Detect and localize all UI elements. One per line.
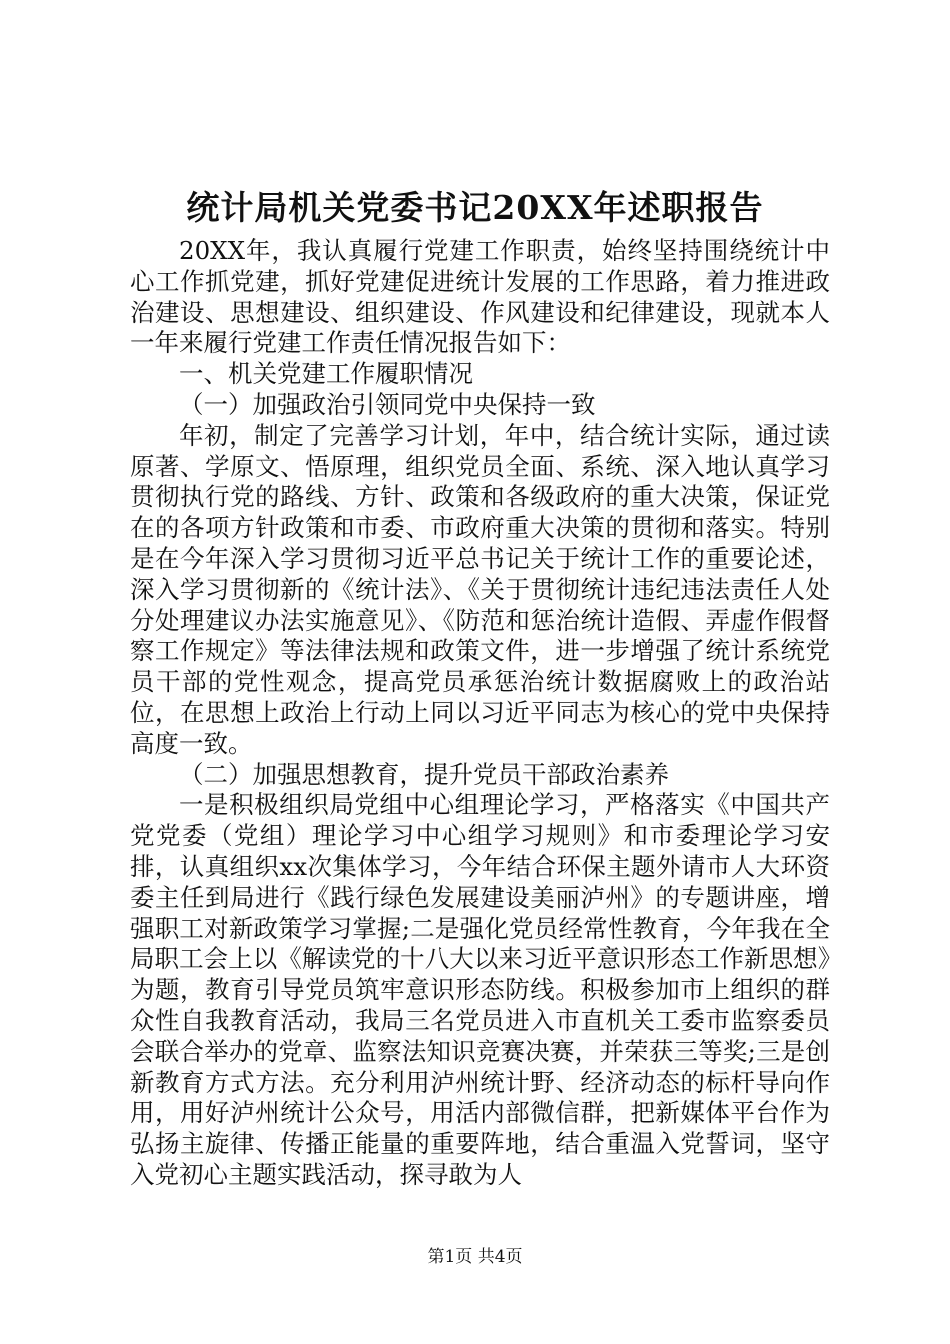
document-body [130, 236, 830, 1191]
document-title: 统计局机关党委书记20XX年述职报告 [186, 188, 764, 227]
subsection-heading-2: （二）加强思想教育，提升党员干部政治素养 [179, 759, 669, 789]
page-indicator: 第1页 共4页 [427, 1247, 523, 1267]
page-footer [0, 1246, 950, 1268]
body-paragraph-2: 一是积极组织局党组中心组理论学习，严格落实《中国共产党党委（党组）理论学习中心组学习规则》和市委理论学习安排，认真组织xx次集体学习，今年结合环保主题外请市人大环资委主任到局进行《践行绿色发展建设美丽泸州》的专题讲座，增强职工对新政策学习掌握;二是强化党员经常性教育，今年我在全局职工会上以《解读党的十八大以来习近平意识形态工作新思想》为题，教育引导党员筑牢意识形态防线。积极参加市上组织的群众性自我教育活动，我局三名党员进入市直机关工委市监察委员会联合举办的党章、监察法知识竞赛决赛，并荣获三等奖;三是创新教育方式方法。充分利用泸州统计野、经济动态的标杆导向作用，用好泸州统计公众号，用活内部微信群，把新媒体平台作为弘扬主旋律、传播正能量的重要阵地，结合重温入党誓词，坚守入党初心主题实践活动，探寻敢为人 [130, 790, 830, 1189]
subsection-heading-1: （一）加强政治引领同党中央保持一致 [179, 389, 596, 419]
section-heading-1: 一、机关党建工作履职情况 [179, 359, 473, 389]
body-paragraph-1: 年初，制定了完善学习计划，年中，结合统计实际，通过读原著、学原文、悟原理，组织党员全面、系统、深入地认真学习贯彻执行党的路线、方针、政策和各级政府的重大决策，保证党在的各项方针政策和市委、市政府重大决策的贯彻和落实。特别是在今年深入学习贯彻习近平总书记关于统计工作的重要论述，深入学习贯彻新的《统计法》、《关于贯彻统计违纪违法责任人处分处理建议办法实施意见》、《防范和惩治统计造假、弄虚作假督察工作规定》等法律法规和政策文件，进一步增强了统计系统党员干部的党性观念，提高党员承惩治统计数据腐败上的政治站位，在思想上政治上行动上同以习近平同志为核心的党中央保持高度一致。 [130, 420, 830, 758]
intro-paragraph: 20XX年，我认真履行党建工作职责，始终坚持围绕统计中心工作抓党建，抓好党建促进统计发展的工作思路，着力推进政治建设、思想建设、组织建设、作风建设和纪律建设，现就本人一年来履行党建工作责任情况报告如下： [130, 236, 830, 358]
